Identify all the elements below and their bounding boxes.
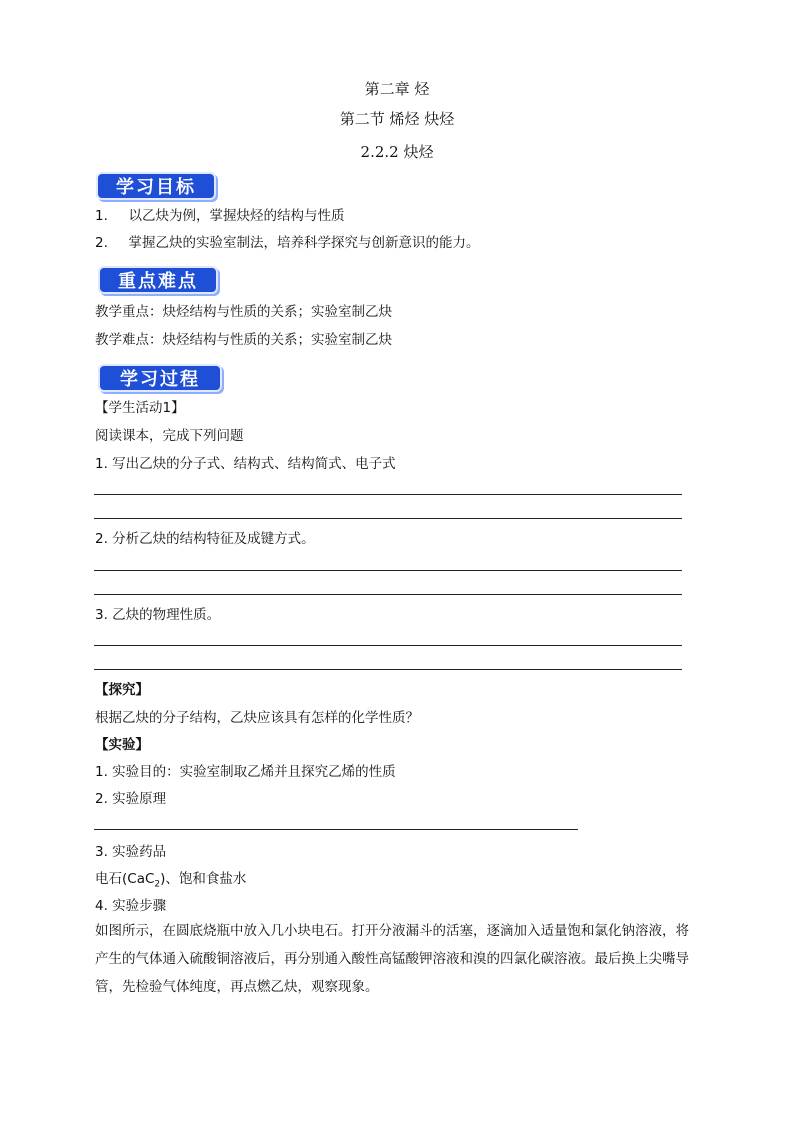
objective-number: 1. <box>95 208 108 224</box>
teaching-difficulty: 教学难点：炔烃结构与性质的关系；实验室制乙炔 <box>95 332 392 348</box>
answer-line <box>94 645 682 646</box>
process-badge: 学习过程 <box>98 364 222 392</box>
experiment-reagents <box>95 870 246 894</box>
reagent-subscript: 2 <box>154 879 161 890</box>
answer-line <box>94 494 682 495</box>
answer-line <box>94 518 682 519</box>
reagent-prefix: 电石(CaC <box>95 871 155 887</box>
explore-text: 根据乙炔的分子结构，乙炔应该具有怎样的化学性质？ <box>95 710 419 726</box>
answer-line <box>94 594 682 595</box>
objective-item-2 <box>95 234 479 252</box>
objective-number: 2. <box>95 235 108 251</box>
experiment-reagents-heading: 3. 实验药品 <box>95 844 167 860</box>
experiment-principle: 2. 实验原理 <box>95 791 167 807</box>
question-3: 3. 乙炔的物理性质。 <box>95 607 221 623</box>
answer-line <box>94 570 682 571</box>
objective-item-1 <box>95 207 344 225</box>
answer-line <box>94 669 682 670</box>
objectives-badge: 学习目标 <box>96 172 216 200</box>
question-1: 1. 写出乙炔的分子式、结构式、结构简式、电子式 <box>95 456 396 472</box>
lesson-title: 2.2.2 炔烃 <box>360 143 434 161</box>
objective-text: 掌握乙炔的实验室制法，培养科学探究与创新意识的能力。 <box>128 235 480 251</box>
chapter-title: 第二章 烃 <box>364 80 430 98</box>
experiment-title: 【实验】 <box>95 737 149 753</box>
question-2: 2. 分析乙炔的结构特征及成键方式。 <box>95 531 315 547</box>
experiment-steps: 如图所示，在圆底烧瓶中放入几小块电石。打开分液漏斗的活塞，逐滴加入适量饱和氯化钠溶液，将产生的气体通入硫酸铜溶液后，再分别通入酸性高锰酸钾溶液和溴的四氯化碳溶液。最后换上尖嘴导管，先检验气体纯度，再点燃乙炔，观察现象。 <box>95 923 689 995</box>
experiment-purpose: 1. 实验目的：实验室制取乙烯并且探究乙烯的性质 <box>95 764 396 780</box>
answer-line <box>94 829 578 830</box>
teaching-focus: 教学重点：炔烃结构与性质的关系；实验室制乙炔 <box>95 304 392 320</box>
activity-title: 【学生活动1】 <box>95 400 185 416</box>
keypoints-badge: 重点难点 <box>98 266 218 294</box>
activity-intro: 阅读课本，完成下列问题 <box>95 428 244 444</box>
experiment-steps-heading: 4. 实验步骤 <box>95 898 167 914</box>
objective-text: 以乙炔为例，掌握炔烃的结构与性质 <box>128 208 345 224</box>
explore-title: 【探究】 <box>95 682 149 698</box>
reagent-suffix: )、饱和食盐水 <box>160 871 247 887</box>
section-title: 第二节 烯烃 炔烃 <box>339 110 455 128</box>
